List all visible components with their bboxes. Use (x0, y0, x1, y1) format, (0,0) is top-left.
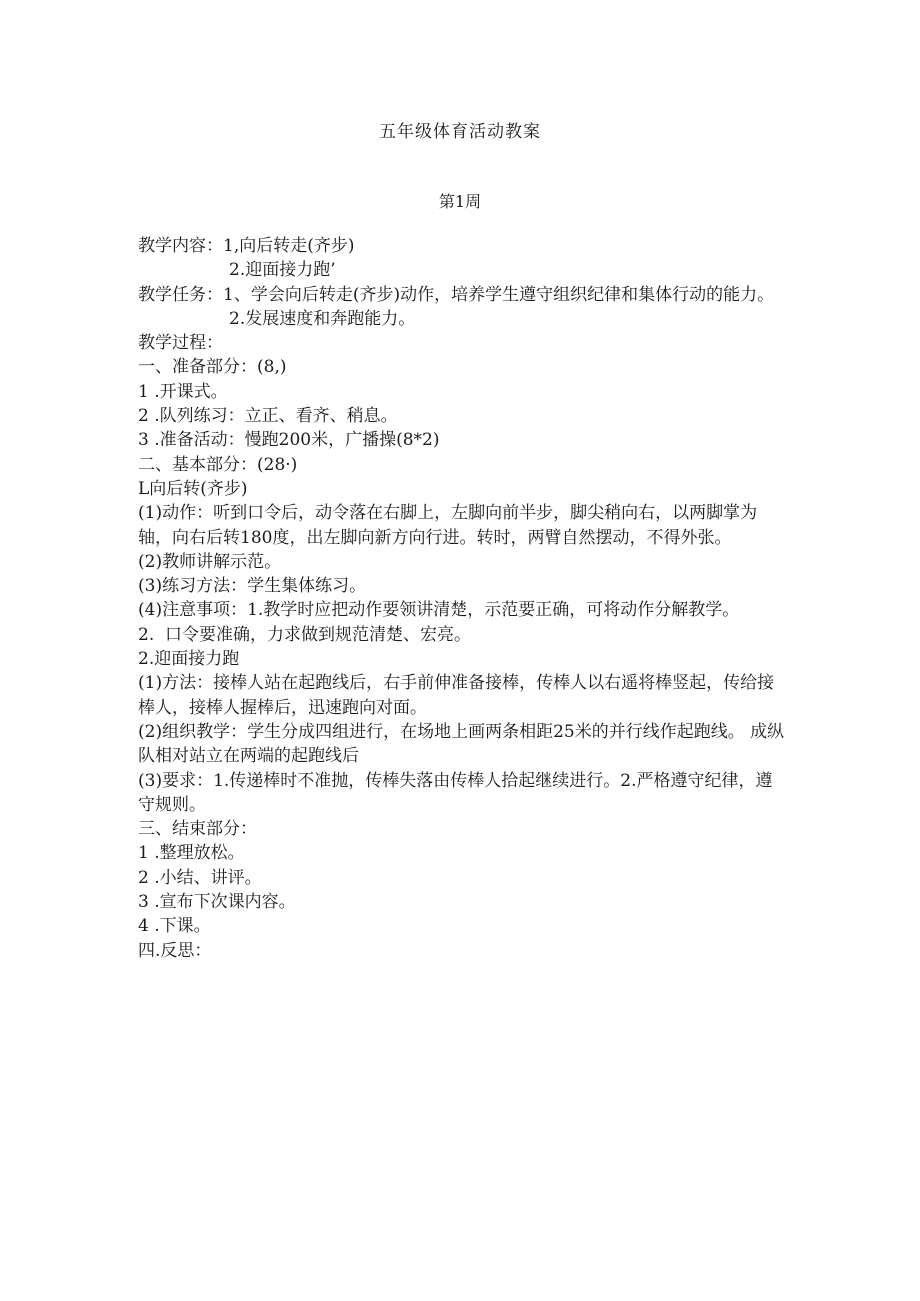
section-heading: 三、结束部分： (138, 819, 257, 840)
content-line: (4)注意事项：1.教学时应把动作要领讲清楚，示范要正确，可将动作分解教学。 (138, 600, 740, 621)
content-line: (2)教师讲解示范。 (138, 551, 282, 572)
content-line: 教学内容：1,向后转走(齐步) (138, 236, 355, 256)
content-line: 3 .宣布下次课内容。 (138, 892, 296, 913)
content-line: 1 .整理放松。 (138, 843, 245, 864)
week-heading: 第1周 (438, 192, 482, 211)
content-line: 2.迎面接力跑’ (229, 260, 336, 281)
content-line: (1)方法：接棒人站在起跑线后，右手前伸准备接棒，传棒人以右遥将棒竖起，传给接棒人，接棒人握棒后，迅速跑向对面。 (138, 673, 775, 718)
section-heading: 二、基本部分：(28·) (138, 454, 298, 475)
content-line: 2 .队列练习：立正、看齐、稍息。 (138, 406, 398, 427)
content-line: (1)动作：听到口令后，动令落在右脚上，左脚向前半步，脚尖稍向右，以两脚掌为轴，向右后转180度，出左脚向新方向行进。转时，两臂自然摆动，不得外张。 (138, 503, 758, 548)
content-line: 教学任务：1、学会向后转走(齐步)动作，培养学生遵守组织纪律和集体行动的能力。 (138, 284, 775, 305)
content-line: 2.发展速度和奔跑能力。 (229, 308, 416, 329)
content-line: 1 .开课式。 (138, 381, 228, 402)
content-line: 教学过程： (138, 333, 223, 354)
content-line: 3 .准备活动：慢跑200米，广播操(8*2) (138, 430, 440, 451)
content-line: (3)练习方法：学生集体练习。 (138, 576, 367, 597)
content-line: (3)要求：1.传递棒时不准抛，传棒失落由传棒人拾起继续进行。2.严格遵守纪律，遵守规则。 (138, 770, 773, 815)
lesson-body (138, 234, 788, 963)
content-line: L向后转(齐步) (138, 478, 248, 499)
content-line: 2.迎面接力跑 (138, 649, 240, 670)
content-line: 2. 口令要准确，力求做到规范清楚、宏亮。 (138, 624, 472, 645)
section-heading: 一、准备部分：(8,) (138, 357, 287, 378)
content-line: 4 .下课。 (138, 916, 211, 937)
section-heading: 四.反思： (138, 940, 212, 961)
page-title: 五年级体育活动教案 (379, 122, 541, 142)
content-line: 2 .小结、讲评。 (138, 867, 262, 888)
content-line: (2)组织教学：学生分成四组进行，在场地上画两条相距25米的并行线作起跑线。 成纵队相对站立在两端的起跑线后 (138, 721, 785, 767)
